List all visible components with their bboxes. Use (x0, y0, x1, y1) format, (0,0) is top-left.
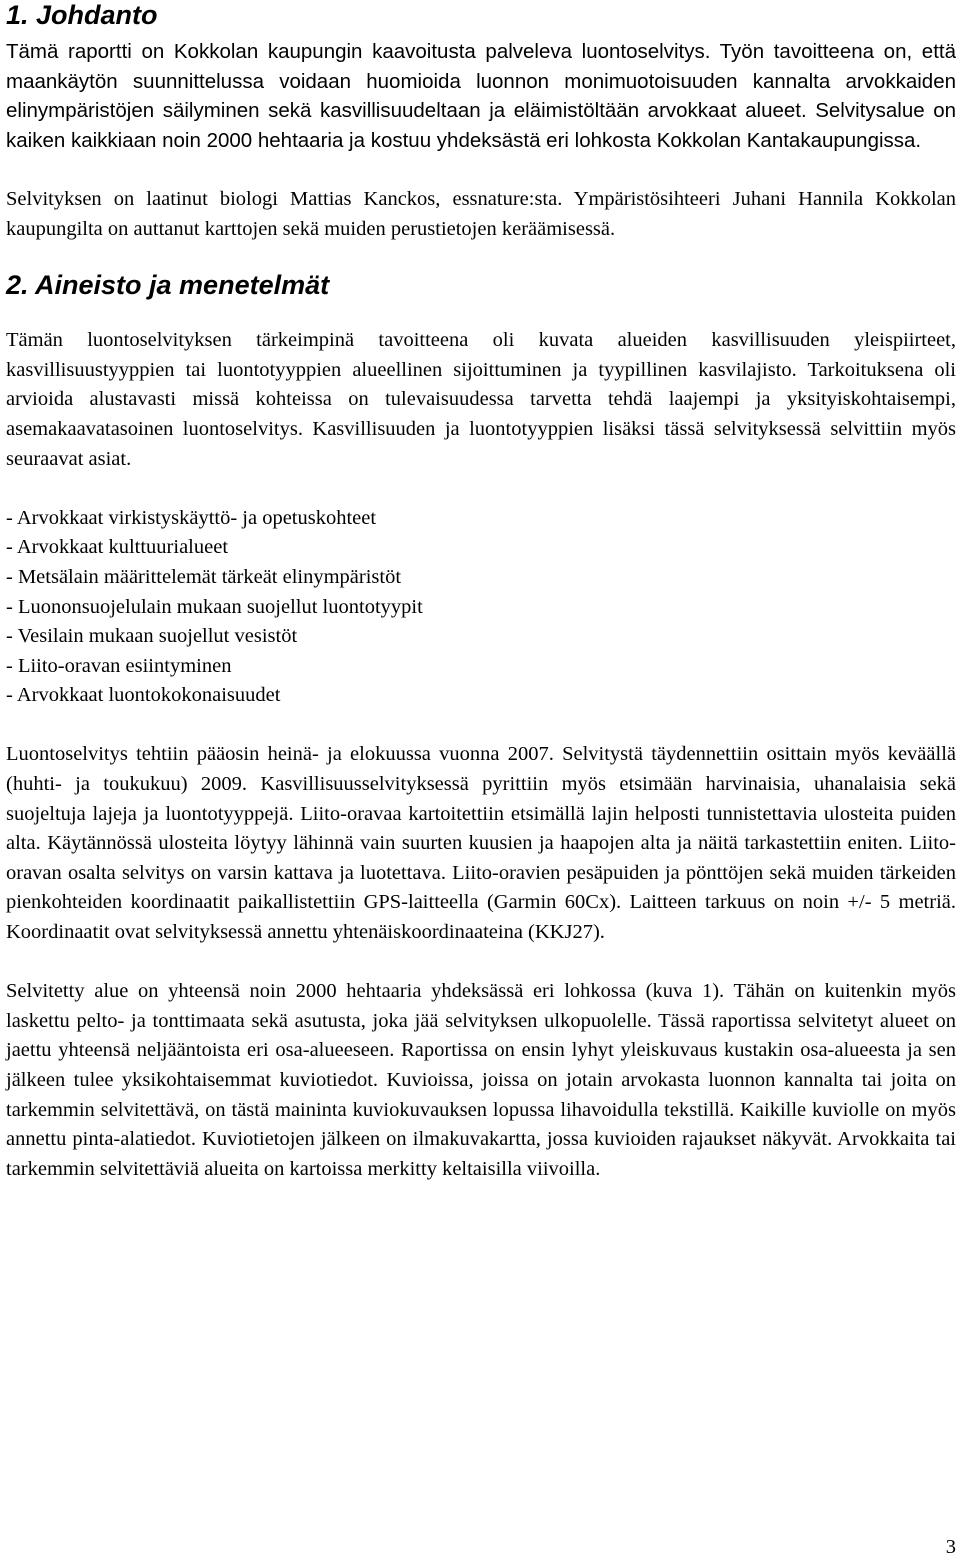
paragraph-gap (6, 711, 956, 741)
list-item: - Liito-oravan esiintyminen (6, 654, 232, 677)
list-item: - Metsälain määrittelemät tärkeät elinympäristöt (6, 565, 402, 588)
document-page (6, 0, 956, 1184)
section-heading-aineisto: 2. Aineisto ja menetelmät (6, 270, 330, 301)
list-item: - Arvokkaat luontokokonaisuudet (6, 684, 281, 707)
paragraph-gap (6, 948, 956, 978)
paragraph-gap (6, 474, 956, 504)
page-number: 3 (945, 1536, 956, 1558)
list-item: - Arvokkaat virkistyskäyttö- ja opetuskohteet (6, 506, 377, 529)
topics-list (6, 504, 956, 711)
area-paragraph: Selvitetty alue on yhteensä noin 2000 hehtaaria yhdeksässä eri lohkossa (kuva 1). Tähän on kuitenkin myös laskettu pelto- ja tonttimaata sekä asutusta, joka jää selvityksen ulkopuolelle. Tässä raportissa selvitetyt alueet on jaettu yhteensä neljääntoista eri osa-alueeseen. Raportissa on ensin lyhyt yleiskuvaus kustakin osa-alueesta ja sen jälkeen tulee yksikohtaisemmat kuviotiedot. Kuvioissa, joissa on jotain arvokasta luonnon kannalta tai joita on tarkemmin selvitettävä, on tästä maininta kuviokuvauksen lopussa lihavoidulla tekstillä. Kaikille kuviolle on myös annettu pinta-alatiedot. Kuviotietojen jälkeen on ilmakuvakartta, jossa kuvioiden rajaukset näkyvät. Arvokkaita tai tarkemmin selvitettäviä alueita on kartoissa merkitty keltaisilla viivoilla. (6, 980, 956, 1180)
list-item: - Vesilain mukaan suojellut vesistöt (6, 625, 298, 648)
intro-paragraph: Tämä raportti on Kokkolan kaupungin kaavoitusta palveleva luontoselvitys. Työn tavoitteena on, että maankäytön suunnittelussa voidaan huomioida luonnon monimuotoisuuden kannalta arvokkaiden elinympäristöjen säilyminen sekä kasvillisuudeltaan ja eläimistöltään arvokkaat alueet. Selvitysalue on kaiken kaikkiaan noin 2000 hehtaaria ja kostuu yhdeksästä eri lohkosta Kokkolan Kantakaupungissa. (6, 40, 956, 152)
paragraph-gap (6, 155, 956, 185)
fieldwork-paragraph: Luontoselvitys tehtiin pääosin heinä- ja elokuussa vuonna 2007. Selvitystä täydennettiin osittain myös keväällä (huhti- ja toukukuu) 2009. Kasvillisuusselvityksessä pyrittiin myös etsimään harvinaisia, uhanalaisia sekä suojeltuja lajeja ja luontotyyppejä. Liito-oravaa kartoitettiin etsimällä lajin helposti tunnistettavia ulosteita puiden alta. Käytännössä ulosteita löytyy lähinnä vain suurten kuusien ja haapojen alta ja näitä tarkastettiin eniten. Liito-oravan osalta selvitys on varsin kattava ja luotettava. Liito-oravien pesäpuiden ja pönttöjen sekä muiden tärkeiden pienkohteiden koordinaatit paikallistettiin GPS-laitteella (Garmin 60Cx). Laitteen tarkuus on noin +/- 5 metriä. Koordinaatit ovat selvityksessä annettu yhtenäiskoordinaateina (KKJ27). (6, 743, 956, 944)
author-paragraph: Selvityksen on laatinut biologi Mattias Kanckos, essnature:sta. Ympäristösihteeri Juhani Hannila Kokkolan kaupungilta on auttanut karttojen sekä muiden perustietojen keräämisessä. (6, 187, 956, 240)
list-item: - Arvokkaat kulttuurialueet (6, 536, 229, 559)
list-item: - Luononsuojelulain mukaan suojellut luontotyypit (6, 595, 423, 618)
section-heading-johdanto: 1. Johdanto (6, 0, 158, 30)
methods-intro-paragraph: Tämän luontoselvityksen tärkeimpinä tavoitteena oli kuvata alueiden kasvillisuuden yleispiirteet, kasvillisuustyyppien tai luontotyyppien alueellinen sijoittuminen ja tyypillinen kasvilajisto. Tarkoituksena oli arvioida alustavasti missä kohteissa on tulevaisuudessa tarvetta tehdä laajempi ja yksityiskohtaisempi, asemakaavatasoinen luontoselvitys. Kasvillisuuden ja luontotyyppien lisäksi tässä selvityksessä selvittiin myös seuraavat asiat. (6, 329, 956, 470)
